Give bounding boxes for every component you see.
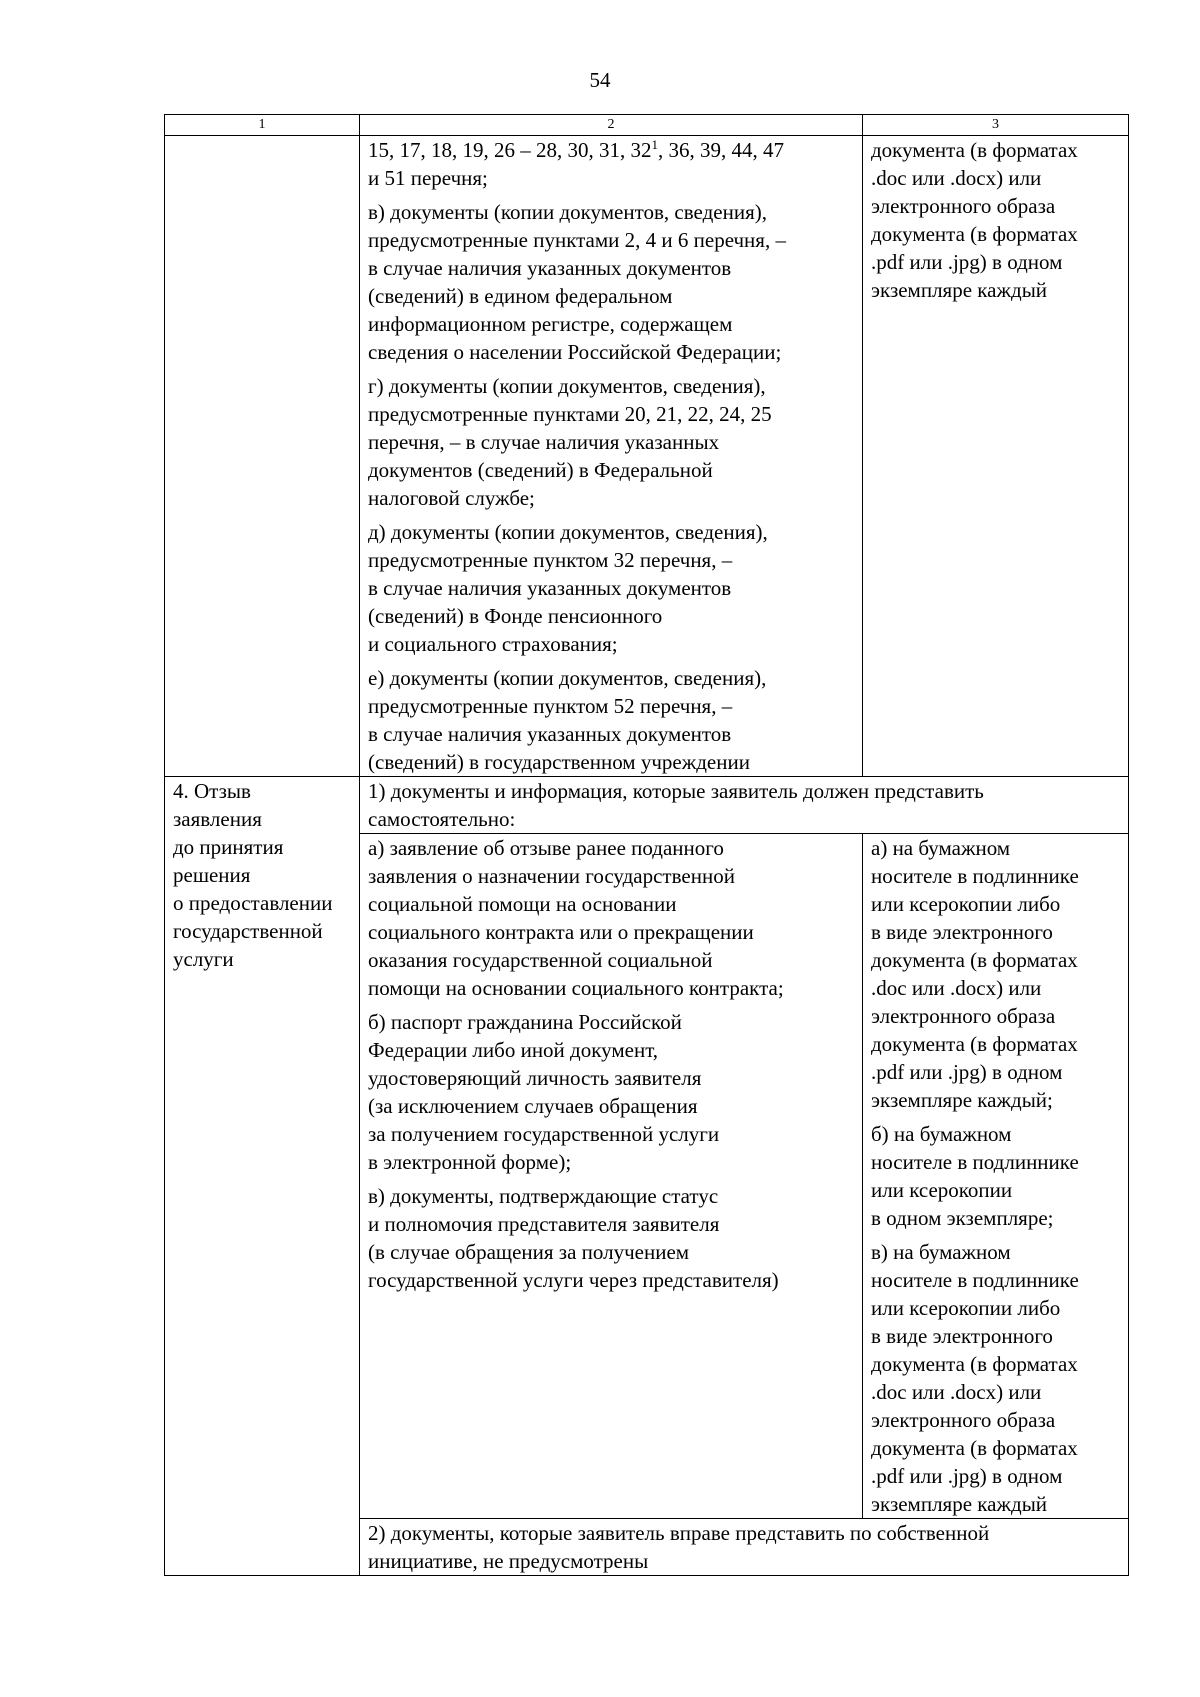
text-line: заявления	[173, 807, 262, 831]
text-line: Федерации либо иной документ,	[368, 1038, 659, 1062]
text-line: (сведений) в государственном учреждении	[368, 750, 750, 774]
text-line: социальной помощи на основании	[368, 892, 677, 916]
text-line: решения	[173, 863, 251, 887]
list-item	[368, 1182, 854, 1294]
row1-col1	[165, 136, 360, 777]
text-line: документа (в форматах	[871, 138, 1078, 162]
text-line: 1) документы и информация, которые заявитель должен представить	[368, 779, 984, 803]
superscript: 1	[651, 137, 658, 152]
list-item	[368, 198, 854, 366]
text-line: .doc или .docx) или	[871, 166, 1042, 190]
text-line: предусмотренные пунктами 20, 21, 22, 24, 25	[368, 402, 772, 426]
text-line: помощи на основании социального контракта;	[368, 976, 784, 1000]
text-line: д) документы (копии документов, сведения),	[368, 520, 768, 544]
text-line: .pdf или .jpg) в одном	[871, 1060, 1063, 1084]
list-item	[368, 136, 854, 192]
list-item	[368, 664, 854, 776]
document-table	[164, 114, 1129, 1576]
text-line: в) документы, подтверждающие статус	[368, 1184, 719, 1208]
text-line: носителе в подлиннике	[871, 1268, 1079, 1292]
text-line: перечня, – в случае наличия указанных	[368, 430, 720, 454]
text-line: .doc или .docx) или	[871, 1380, 1042, 1404]
text-line: б) паспорт гражданина Российской	[368, 1010, 682, 1034]
row2-col3	[863, 834, 1129, 1519]
text-line: экземпляре каждый	[871, 278, 1048, 302]
list-item	[871, 834, 1120, 1114]
text-line: носителе в подлиннике	[871, 864, 1079, 888]
text-line: сведения о населении Российской Федерации;	[368, 340, 782, 364]
text-line: и полномочия представителя заявителя	[368, 1212, 720, 1236]
text-line: (сведений) в Фонде пенсионного	[368, 604, 663, 628]
text-line: заявления о назначении государственной	[368, 864, 735, 888]
text-line: документа (в форматах	[871, 222, 1078, 246]
row2-col1	[165, 777, 360, 1576]
text-line: в случае наличия указанных документов	[368, 722, 732, 746]
text-line: самостоятельно:	[368, 807, 516, 831]
text-line: или ксерокопии либо	[871, 892, 1061, 916]
text-line: удостоверяющий личность заявителя	[368, 1066, 702, 1090]
list-item	[368, 372, 854, 512]
text-line: .doc или .docx) или	[871, 976, 1042, 1000]
text-line: инициативе, не предусмотрены	[368, 1549, 649, 1573]
text-line: 15, 17, 18, 19, 26 – 28, 30, 31, $32^1$, 36, 39, 44, 47	[368, 137, 784, 162]
text-line: 4. Отзыв	[173, 779, 251, 803]
text-line: или ксерокопии	[871, 1178, 1013, 1202]
text-line: б) на бумажном	[871, 1122, 1012, 1146]
column-header-1: 1	[165, 115, 360, 136]
text-line: электронного образа	[871, 1004, 1056, 1028]
list-item	[368, 1008, 854, 1176]
text-line: документа (в форматах	[871, 1352, 1078, 1376]
section-heading-2	[360, 1519, 1129, 1576]
row2-col2	[360, 834, 863, 1519]
text-line: и 51 перечня;	[368, 166, 488, 190]
text-line: электронного образа	[871, 194, 1056, 218]
text-line: в виде электронного	[871, 1324, 1053, 1348]
text-line: (сведений) в едином федеральном	[368, 284, 673, 308]
row1-col3	[863, 136, 1129, 777]
text-line: документа (в форматах	[871, 1032, 1078, 1056]
text-line: документа (в форматах	[871, 1436, 1078, 1460]
text-line: и социального страхования;	[368, 632, 618, 656]
text-line: документов (сведений) в Федеральной	[368, 458, 713, 482]
text-line: .pdf или .jpg) в одном	[871, 250, 1063, 274]
table-row-continuation	[165, 136, 1129, 777]
list-item	[368, 834, 854, 1002]
text-line: а) заявление об отзыве ранее поданного	[368, 836, 724, 860]
text-line: услуги	[173, 947, 234, 971]
page-number: 54	[589, 68, 611, 92]
section-heading-1	[360, 777, 1129, 834]
text-line: .pdf или .jpg) в одном	[871, 1464, 1063, 1488]
text-line: или ксерокопии либо	[871, 1296, 1061, 1320]
text-line: налоговой службе;	[368, 486, 535, 510]
text-line: информационном регистре, содержащем	[368, 312, 733, 336]
text-line: е) документы (копии документов, сведения),	[368, 666, 767, 690]
text-line: социального контракта или о прекращении	[368, 920, 754, 944]
text-line: до принятия	[173, 835, 284, 859]
column-header-2: 2	[360, 115, 863, 136]
list-item	[871, 1120, 1120, 1232]
text-line: предусмотренные пунктами 2, 4 и 6 перечня, –	[368, 228, 786, 252]
list-item	[871, 1238, 1120, 1518]
text-line: экземпляре каждый;	[871, 1088, 1053, 1112]
table-header-row	[165, 115, 1129, 136]
text-line: предусмотренные пунктом 52 перечня, –	[368, 694, 733, 718]
text-line: г) документы (копии документов, сведения),	[368, 374, 766, 398]
text-line: экземпляре каждый	[871, 1492, 1048, 1516]
text-line: 2) документы, которые заявитель вправе представить по собственной	[368, 1521, 990, 1545]
text-line: государственной	[173, 919, 323, 943]
text-line: в случае наличия указанных документов	[368, 576, 732, 600]
text-line: оказания государственной социальной	[368, 948, 713, 972]
text-line: о предоставлении	[173, 891, 333, 915]
text-line: в случае наличия указанных документов	[368, 256, 732, 280]
row1-col2	[360, 136, 863, 777]
text-line: а) на бумажном	[871, 836, 1011, 860]
text-line: в) на бумажном	[871, 1240, 1011, 1264]
text-line: государственной услуги через представителя)	[368, 1268, 779, 1292]
text-line: (в случае обращения за получением	[368, 1240, 690, 1264]
text-line: за получением государственной услуги	[368, 1122, 720, 1146]
text-line: документа (в форматах	[871, 948, 1078, 972]
text-line: в электронной форме);	[368, 1150, 572, 1174]
column-header-3: 3	[863, 115, 1129, 136]
text-line: носителе в подлиннике	[871, 1150, 1079, 1174]
text-line: (за исключением случаев обращения	[368, 1094, 698, 1118]
text-line: в виде электронного	[871, 920, 1053, 944]
table-row-withdrawal-heading	[165, 777, 1129, 834]
list-item	[368, 518, 854, 658]
text-line: предусмотренные пунктом 32 перечня, –	[368, 548, 733, 572]
text-line: электронного образа	[871, 1408, 1056, 1432]
text-line: в) документы (копии документов, сведения),	[368, 200, 767, 224]
text-line: в одном экземпляре;	[871, 1206, 1054, 1230]
